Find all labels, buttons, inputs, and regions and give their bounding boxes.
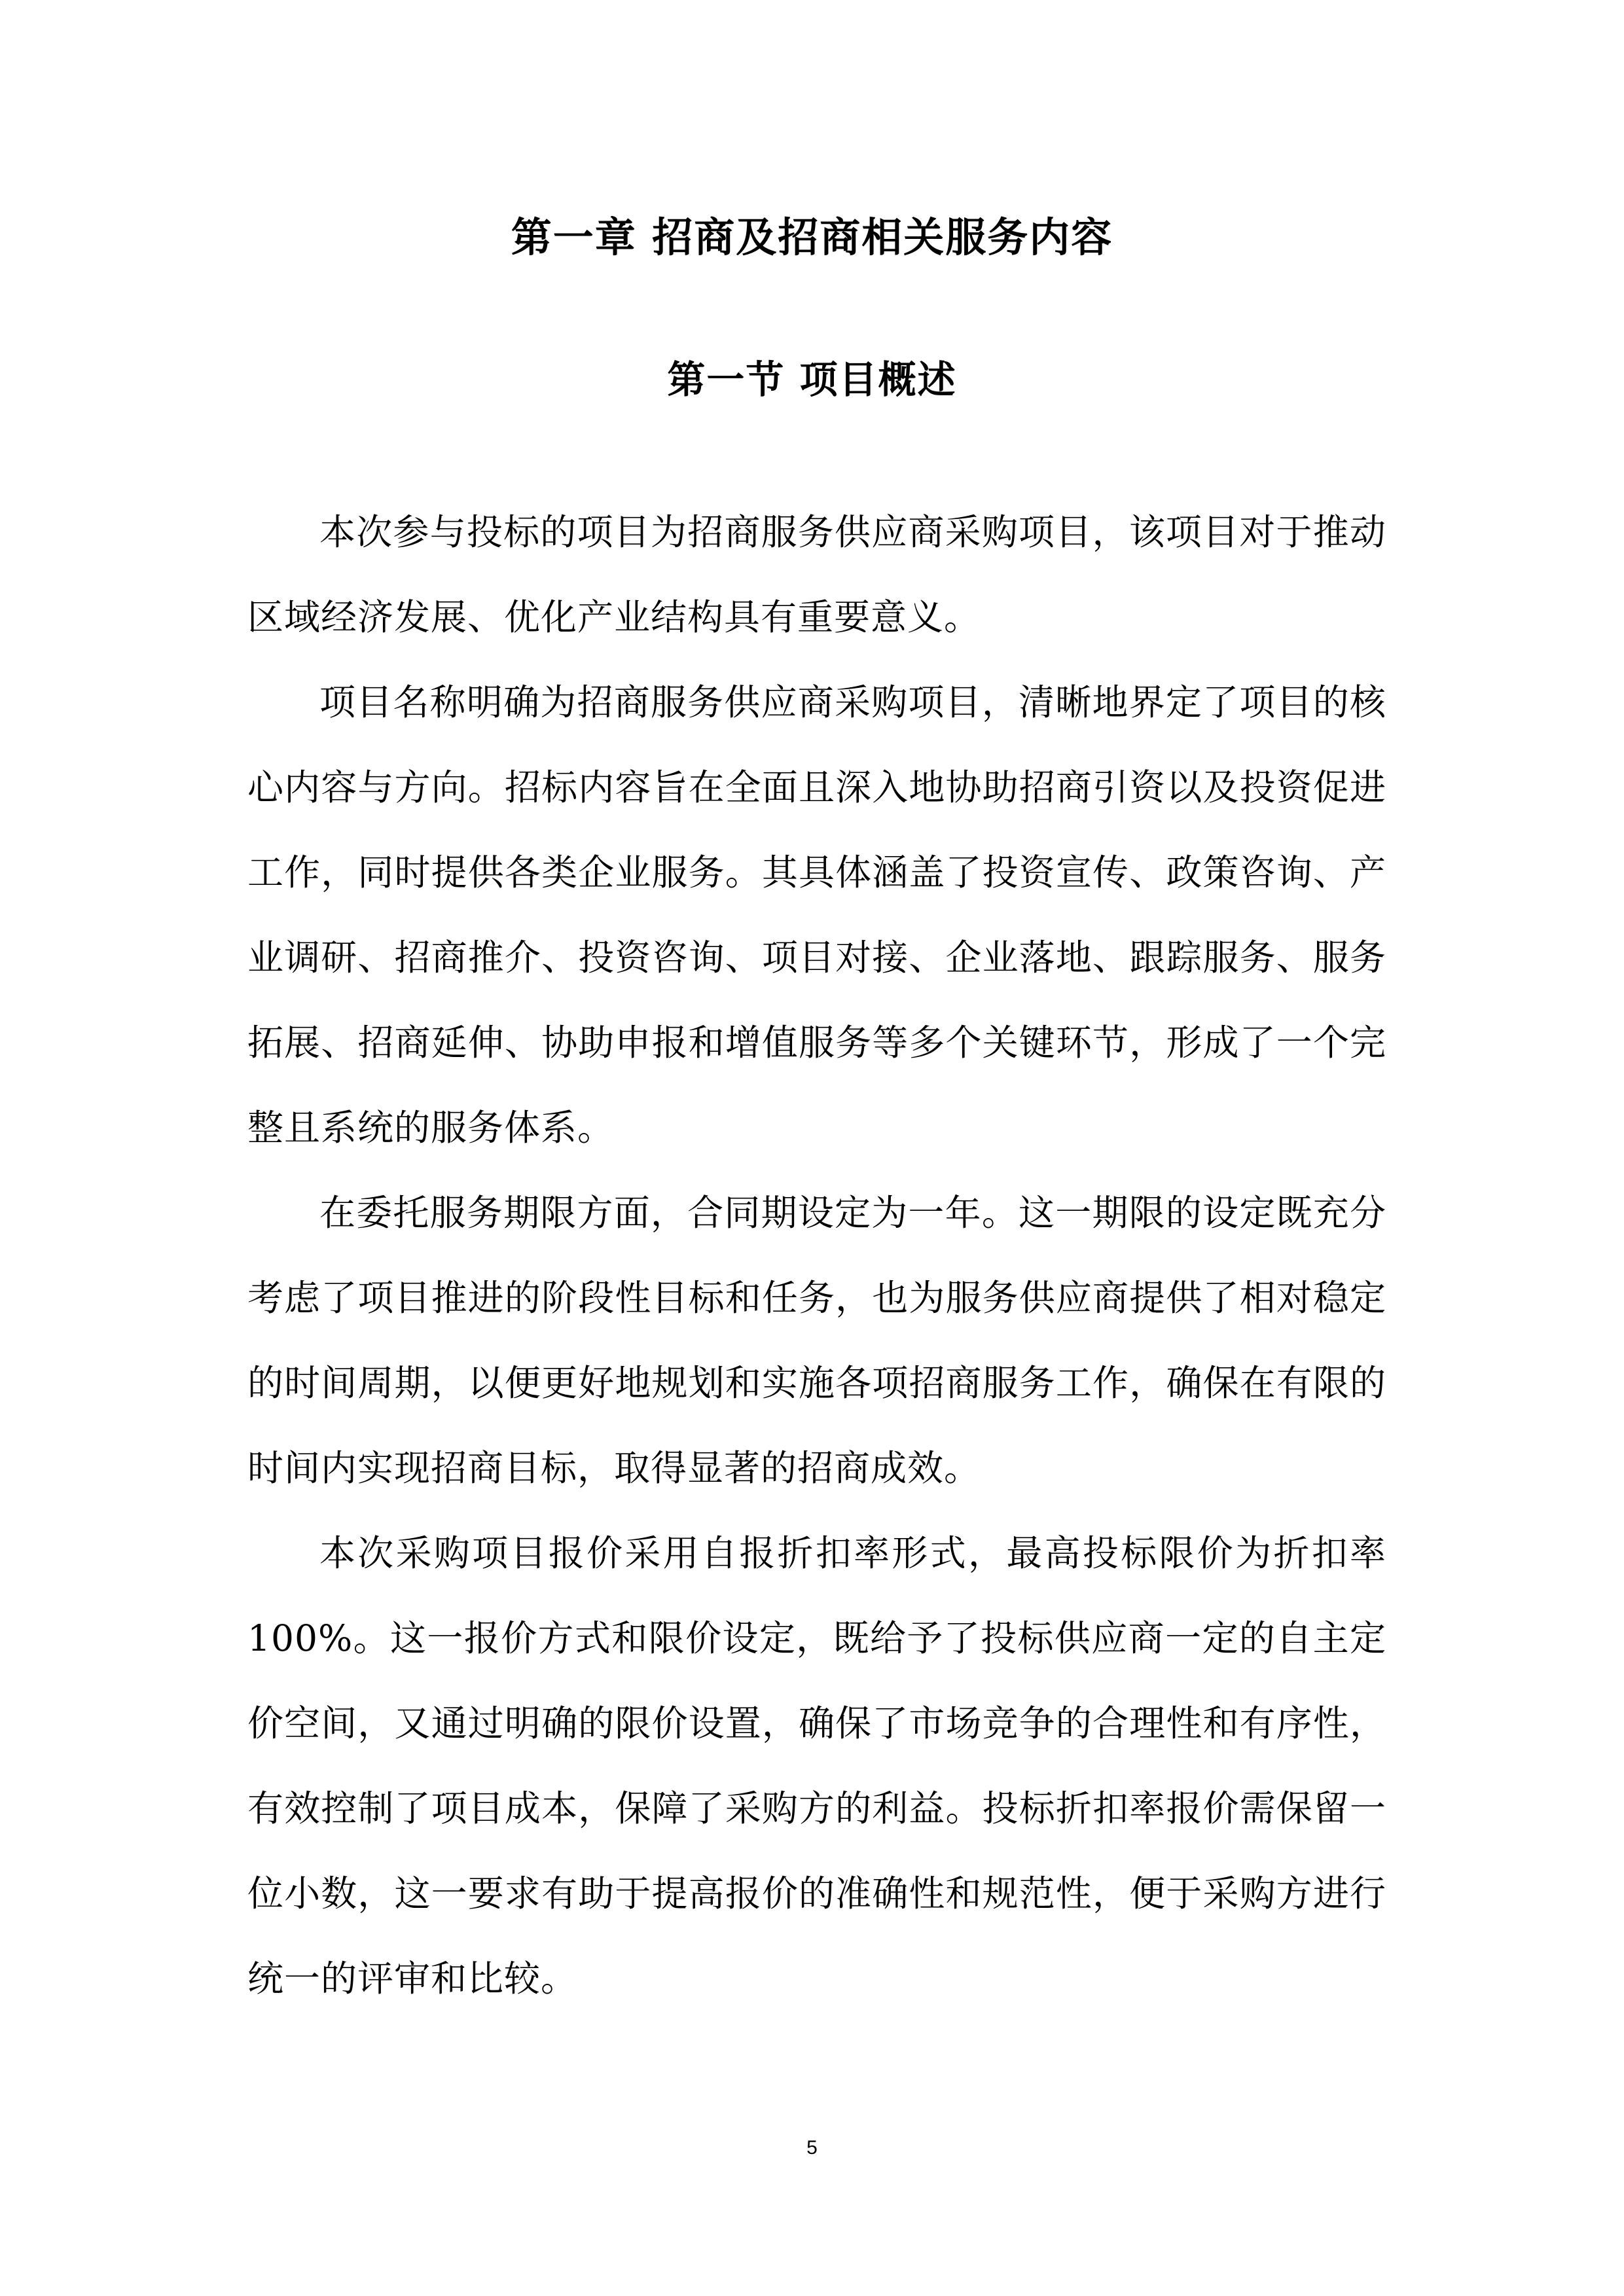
body-text	[247, 490, 1386, 2021]
paragraph-service-period: 在委托服务期限方面，合同期设定为一年。这一期限的设定既充分考虑了项目推进的阶段性目标和任务，也为服务供应商提供了相对稳定的时间周期，以便更好地规划和实施各项招商服务工作，确保在有限的时间内实现招商目标，取得显著的招商成效。	[247, 1192, 1386, 1489]
paragraph-pricing: 本次采购项目报价采用自报折扣率形式，最高投标限价为折扣率100%。这一报价方式和限价设定，既给予了投标供应商一定的自主定价空间，又通过明确的限价设置，确保了市场竞争的合理性和有序性，有效控制了项目成本，保障了采购方的利益。投标折扣率报价需保留一位小数，这一要求有助于提高报价的准确性和规范性，便于采购方进行统一的评审和比较。	[247, 1532, 1386, 2000]
section-title: 第一节 项目概述	[667, 357, 957, 402]
paragraph-project-scope: 项目名称明确为招商服务供应商采购项目，清晰地界定了项目的核心内容与方向。招标内容旨在全面且深入地协助招商引资以及投资促进工作，同时提供各类企业服务。其具体涵盖了投资宣传、政策咨询、产业调研、招商推介、投资咨询、项目对接、企业落地、跟踪服务、服务拓展、招商延伸、协助申报和增值服务等多个关键环节，形成了一个完整且系统的服务体系。	[247, 681, 1386, 1149]
paragraph-project-intro: 本次参与投标的项目为招商服务供应商采购项目，该项目对于推动区域经济发展、优化产业结构具有重要意义。	[247, 511, 1386, 638]
page-number: 5	[806, 2137, 818, 2159]
chapter-title: 第一章 招商及招商相关服务内容	[511, 213, 1113, 261]
